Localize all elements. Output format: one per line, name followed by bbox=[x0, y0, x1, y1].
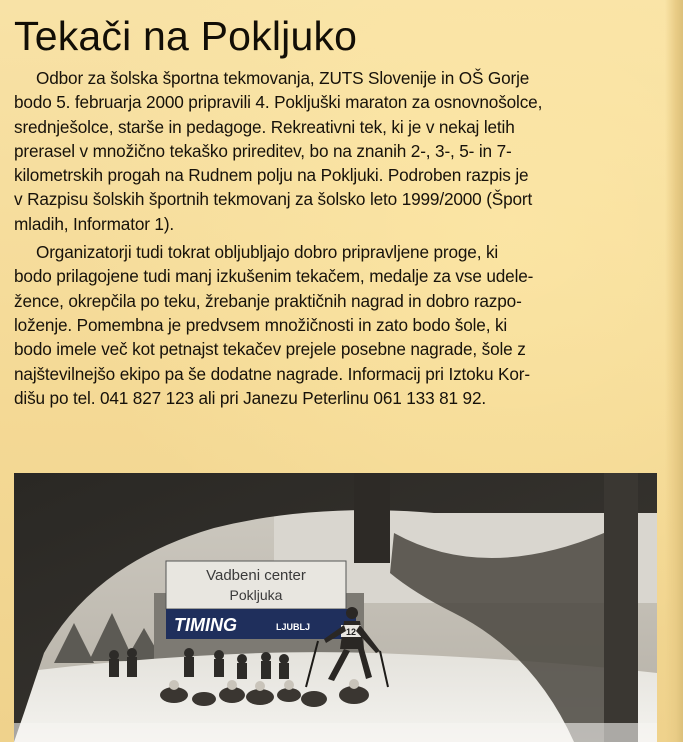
timing-sub-label: LJUBLJ bbox=[276, 622, 311, 632]
photo-scene bbox=[14, 473, 657, 742]
pillar-left bbox=[354, 473, 390, 563]
article-paragraph-1: Odbor za šolska športna tekmovanja, ZUTS Slovenije in OŠ Gorje bodo 5. februarja 2000 pripravili 4. Pokljuški maraton za osnovnošolce, srednješolce, starše in pedagoge. Rekreativni tek, ki je v nekaj letih prerasel v množično tekaško prireditev, bo na znanih 2-, 3-, 5- in 7- kilometrskih progah na Rudnem polju na Pokljuki. Podroben razpis je v Razpisu šolskih športnih tekmovanj za šolsko leto 1999/2000 (Šport mladih, Informator 1). bbox=[14, 68, 543, 234]
article-body bbox=[14, 66, 660, 410]
article-photo bbox=[14, 473, 657, 742]
snow-glare bbox=[14, 723, 657, 742]
article-title: Tekači na Pokljuko bbox=[14, 13, 358, 59]
timing-label: TIMING bbox=[174, 615, 237, 635]
page-edge bbox=[665, 0, 683, 742]
banner-line1: Vadbeni center bbox=[206, 567, 306, 584]
pillar-right bbox=[604, 473, 638, 742]
bib-number: 12 bbox=[345, 627, 357, 637]
banner-line2: Pokljuka bbox=[229, 587, 283, 603]
article-paragraph-2: Organizatorji tudi tokrat obljubljajo dobro pripravljene proge, ki bodo prilagojene tudi manj izkušenim tekačem, medalje za vse udele- žence, okrepčila po teku, žrebanje praktičnih nagrad in dobro razpo- loženje. Pomembna je predvsem množičnosti in zato bodo šole, ki bodo imele več kot petnajst tekačev prejele posebne nagrade, šole z najštevilnejšo ekipo pa še dodatne nagrade. Informacij pri Iztoku Kor- dišu po tel. 041 827 123 ali pri Janezu Peterlinu 061 133 81 92. bbox=[14, 242, 534, 408]
